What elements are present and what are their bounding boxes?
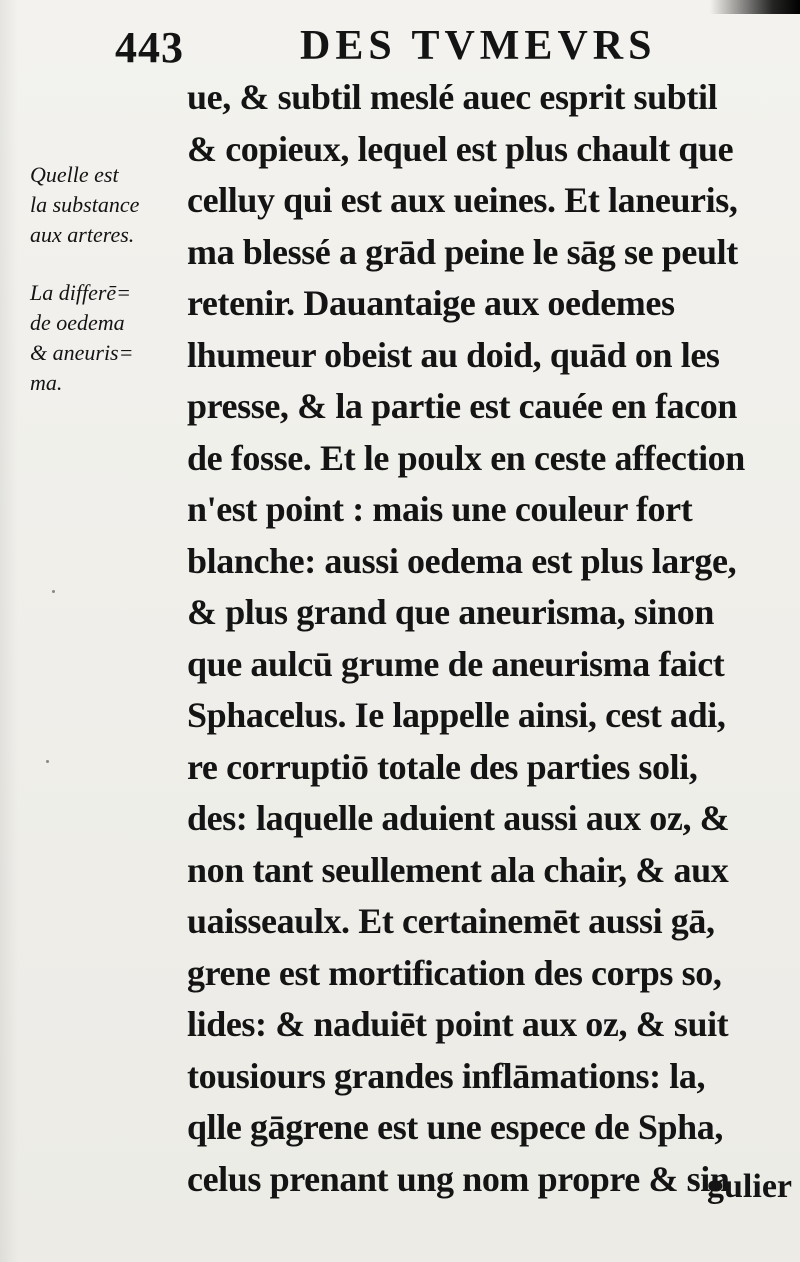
margin-note (30, 278, 180, 398)
text-line: & plus grand que aneurisma, sinon (187, 592, 714, 632)
text-line: uaisseaulx. Et certainemēt aussi gā, (187, 901, 715, 941)
margin-notes (30, 160, 180, 426)
text-line: de fosse. Et le poulx en ceste affection (187, 437, 745, 478)
margin-note-line: & aneuris= (30, 340, 134, 365)
text-line: qlle gāgrene est une espece de Spha, (187, 1107, 723, 1147)
page-number: 443 (115, 23, 184, 72)
margin-note-line: ma. (30, 370, 63, 395)
margin-note (30, 160, 180, 250)
margin-note-line: la substance (30, 192, 140, 217)
text-line: ma blessé a grād peine le sāg se peult (187, 231, 738, 272)
running-title: DES TVMEVRS (300, 23, 657, 69)
text-line: celus prenant ung nom propre & sin (187, 1158, 730, 1199)
text-line: lides: & naduiēt point aux oz, & suit (187, 1004, 729, 1044)
text-line: celluy qui est aux ueines. Et laneuris, (187, 180, 738, 220)
text-line: re corruptiō totale des parties soli, (187, 746, 698, 787)
text-line: presse, & la partie est cauée en facon (187, 386, 738, 426)
scan-edge-shadow (710, 0, 800, 14)
text-line: non tant seullement ala chair, & aux (187, 849, 729, 890)
running-head (115, 20, 775, 72)
text-line: Sphacelus. Ie lappelle ainsi, cest adi, (187, 695, 726, 735)
paper-speck (46, 760, 49, 763)
text-line: ue, & subtil meslé auec esprit subtil (187, 77, 718, 117)
catchword: gulier (707, 1168, 792, 1205)
margin-note-line: La differē= (30, 280, 132, 305)
text-line: tousiours grandes inflāmations: la, (187, 1055, 706, 1096)
text-line: retenir. Dauantaige aux oedemes (187, 283, 675, 323)
text-line: des: laquelle aduient aussi aux oz, & (187, 798, 730, 838)
text-line: grene est mortification des corps so, (187, 952, 722, 993)
text-line: & copieux, lequel est plus chault que (187, 128, 734, 169)
paper-speck (52, 590, 55, 593)
text-line: que aulcū grume de aneurisma faict (187, 643, 725, 684)
text-line: blanche: aussi oedema est plus large, (187, 540, 737, 581)
body-text (187, 72, 787, 1205)
margin-note-line: de oedema (30, 310, 125, 335)
margin-note-line: Quelle est (30, 162, 119, 187)
margin-note-line: aux arteres. (30, 222, 135, 247)
text-line: n'est point : mais une couleur fort (187, 489, 693, 529)
text-line: lhumeur obeist au doid, quād on les (187, 334, 720, 375)
